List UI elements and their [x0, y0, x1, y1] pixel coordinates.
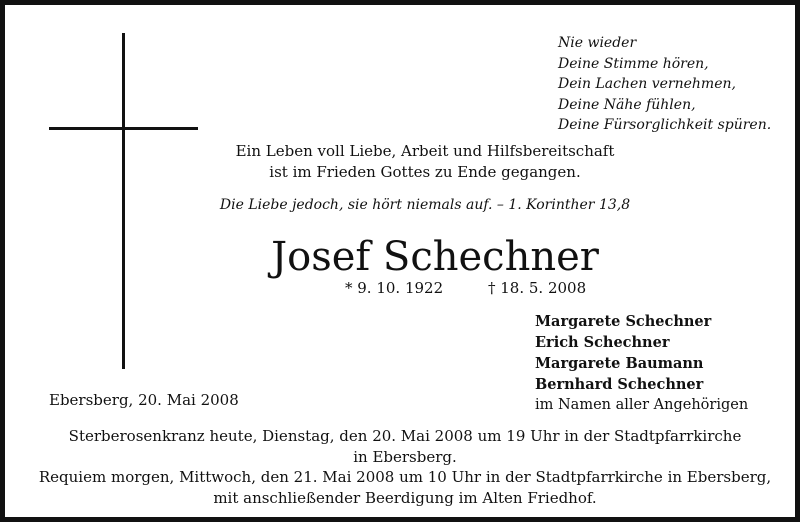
cross-icon-vertical	[122, 33, 125, 369]
poem	[558, 33, 771, 136]
family-member: Margarete Schechner	[535, 313, 712, 330]
birth-date: * 9. 10. 1922	[345, 279, 444, 297]
poem-line: Nie wieder	[558, 35, 637, 51]
poem-line: Deine Stimme hören,	[558, 55, 709, 72]
intro-text	[175, 141, 675, 183]
deceased-name: Josef Schechner	[271, 234, 599, 280]
poem-line: Deine Nähe fühlen,	[558, 96, 696, 113]
death-date: † 18. 5. 2008	[488, 279, 587, 297]
notice-line: mit anschließender Beerdigung im Alten Friedhof.	[213, 488, 597, 507]
cross-icon-horizontal	[49, 127, 198, 130]
bible-quote: Die Liebe jedoch, sie hört niemals auf. – 1. Korinther 13,8	[219, 197, 631, 213]
poem-line: Deine Fürsorglichkeit spüren.	[558, 117, 772, 133]
family-member: Margarete Baumann	[535, 355, 704, 372]
service-notice	[25, 426, 785, 508]
family-note: im Namen aller Angehörigen	[535, 397, 749, 413]
intro-line: Ein Leben voll Liebe, Arbeit und Hilfsbereitschaft	[235, 142, 615, 160]
intro-line: ist im Frieden Gottes zu Ende gegangen.	[269, 163, 581, 181]
notice-line: Requiem morgen, Mittwoch, den 21. Mai 2008 um 10 Uhr in der Stadtpfarrkirche in Ebersberg,	[38, 468, 772, 486]
family-member: Erich Schechner	[535, 334, 670, 351]
poem-line: Dein Lachen vernehmen,	[558, 76, 736, 92]
place-date: Ebersberg, 20. Mai 2008	[49, 391, 239, 409]
notice-line: Sterberosenkranz heute, Dienstag, den 20. Mai 2008 um 19 Uhr in der Stadtpfarrkirche	[68, 427, 742, 445]
family-signatures	[535, 311, 748, 416]
family-member: Bernhard Schechner	[535, 376, 704, 393]
notice-line: in Ebersberg.	[353, 447, 457, 466]
